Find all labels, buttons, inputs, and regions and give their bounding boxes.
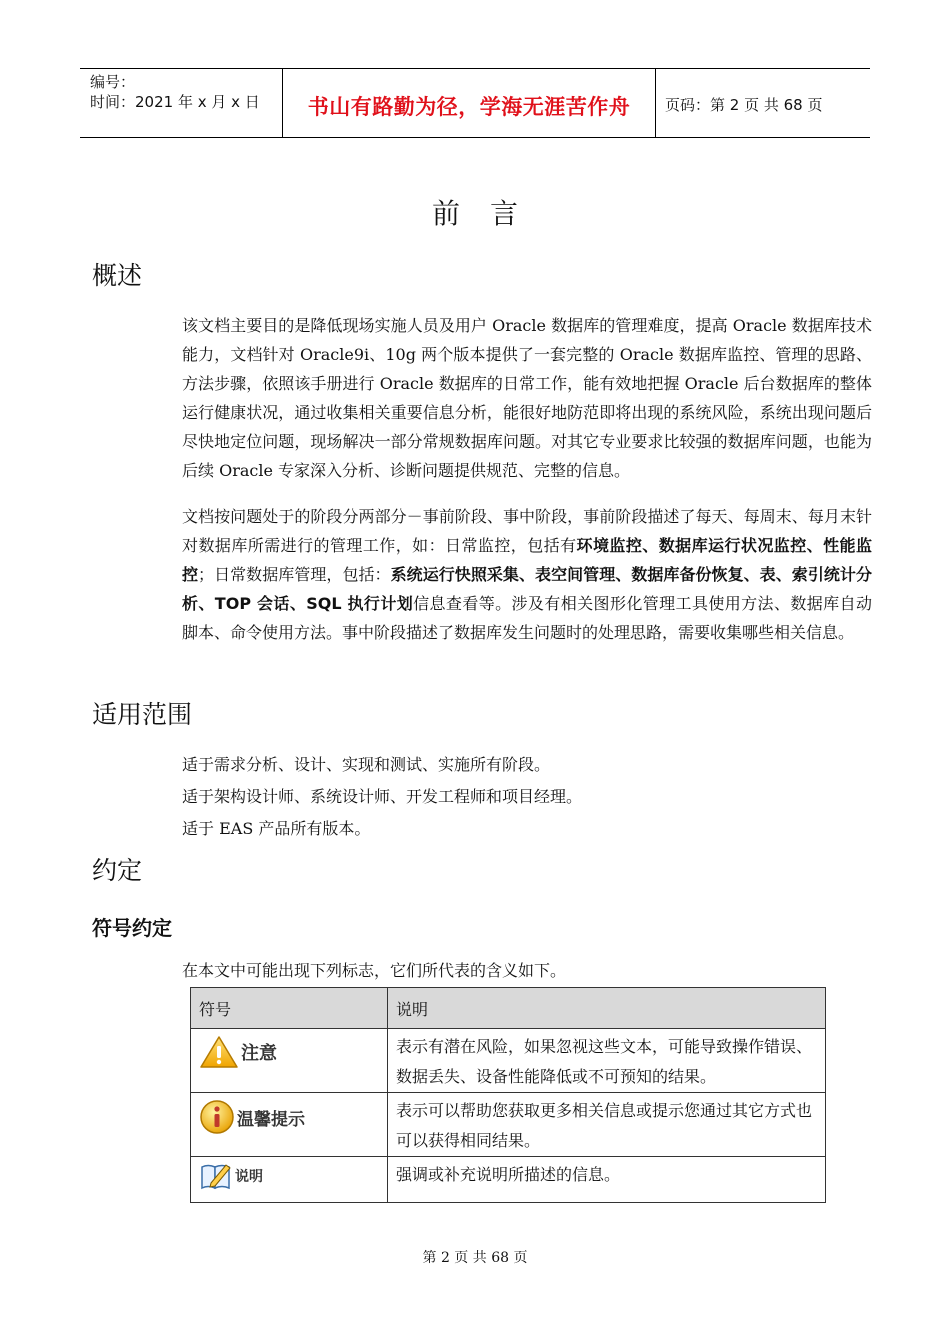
tip-label: 温馨提示	[237, 1109, 305, 1130]
overview-heading: 概述	[92, 261, 143, 290]
scope-line-1: 适于需求分析、设计、实现和测试、实施所有阶段。	[182, 755, 551, 774]
symbol-conventions-heading: 符号约定	[92, 916, 172, 940]
symbol-cell	[191, 1157, 388, 1203]
note-icon	[199, 1161, 233, 1191]
description-cell: 强调或补充说明所描述的信息。	[388, 1157, 826, 1203]
symbol-table-header	[191, 988, 826, 1029]
header-slogan-cell	[282, 69, 656, 137]
info-icon	[199, 1099, 235, 1135]
scope-line-3: 适于 EAS 产品所有版本。	[182, 819, 371, 838]
scope-line-2: 适于架构设计师、系统设计师、开发工程师和项目经理。	[182, 787, 583, 806]
document-number: 编号：	[90, 73, 136, 91]
bold-management: 系统运行快照采集、表空间管理、数据库备份恢复、表、索引统计分析、TOP 会话、SQL 执行计划	[182, 565, 872, 613]
table-row	[191, 1093, 826, 1157]
header-symbol: 符号	[191, 988, 388, 1029]
bold-monitoring: 环境监控、数据库运行状况监控、性能监控	[182, 536, 872, 584]
slogan: 书山有路勤为径，学海无涯苦作舟	[307, 95, 631, 119]
document-time: 时间：2021 年 x 月 x 日	[90, 93, 260, 111]
overview-paragraph-2: 文档按问题处于的阶段分两部分－事前阶段、事中阶段，事前阶段描述了每天、每周末、每月末针对数据库所需进行的管理工作，如：日常监控，包括有环境监控、数据库运行状况监控、性能监控；日常数据库管理，包括：系统运行快照采集、表空间管理、数据库备份恢复、表、索引统计分析、TOP 会话、SQL 执行计划信息查看等。涉及有相关图形化管理工具使用方法、数据库自动脚本、命令使用方法。事中阶段描述了数据库发生问题时的处理思路，需要收集哪些相关信息。	[182, 507, 872, 642]
warning-label: 注意	[241, 1043, 277, 1064]
table-row	[191, 1029, 826, 1093]
warning-icon	[199, 1035, 239, 1069]
symbol-table	[190, 987, 826, 1203]
note-label: 说明	[235, 1169, 263, 1185]
symbol-intro: 在本文中可能出现下列标志，它们所代表的含义如下。	[182, 961, 567, 980]
conventions-heading: 约定	[92, 856, 143, 885]
page-title: 前言	[431, 197, 548, 230]
header-page-cell	[655, 69, 870, 137]
page-footer: 第 2 页 共 68 页	[422, 1250, 528, 1266]
scope-heading: 适用范围	[92, 700, 193, 729]
table-row	[191, 1157, 826, 1203]
page-info: 页码：第 2 页 共 68 页	[665, 96, 823, 114]
description-cell: 表示可以帮助您获取更多相关信息或提示您通过其它方式也可以获得相同结果。	[388, 1093, 826, 1157]
overview-paragraph-1: 该文档主要目的是降低现场实施人员及用户 Oracle 数据库的管理难度，提高 Oracle 数据库技术能力，文档针对 Oracle9i、10g 两个版本提供了一套完整的 Oracle 数据库监控、管理的思路、方法步骤，依照该手册进行 Oracle 数据库的日常工作，能有效地把握 Oracle 后台数据库的整体运行健康状况，通过收集相关重要信息分析，能很好地防范即将出现的系统风险，系统出现问题后尽快地定位问题，现场解决一部分常规数据库问题。对其它专业要求比较强的数据库问题，也能为后续 Oracle 专家深入分析、诊断问题提供规范、完整的信息。	[182, 316, 872, 480]
document-header	[80, 68, 870, 138]
symbol-cell	[191, 1029, 388, 1093]
description-cell: 表示有潜在风险，如果忽视这些文本，可能导致操作错误、数据丢失、设备性能降低或不可预知的结果。	[388, 1029, 826, 1093]
header-meta-cell	[80, 69, 282, 137]
header-description: 说明	[388, 988, 826, 1029]
symbol-cell	[191, 1093, 388, 1157]
